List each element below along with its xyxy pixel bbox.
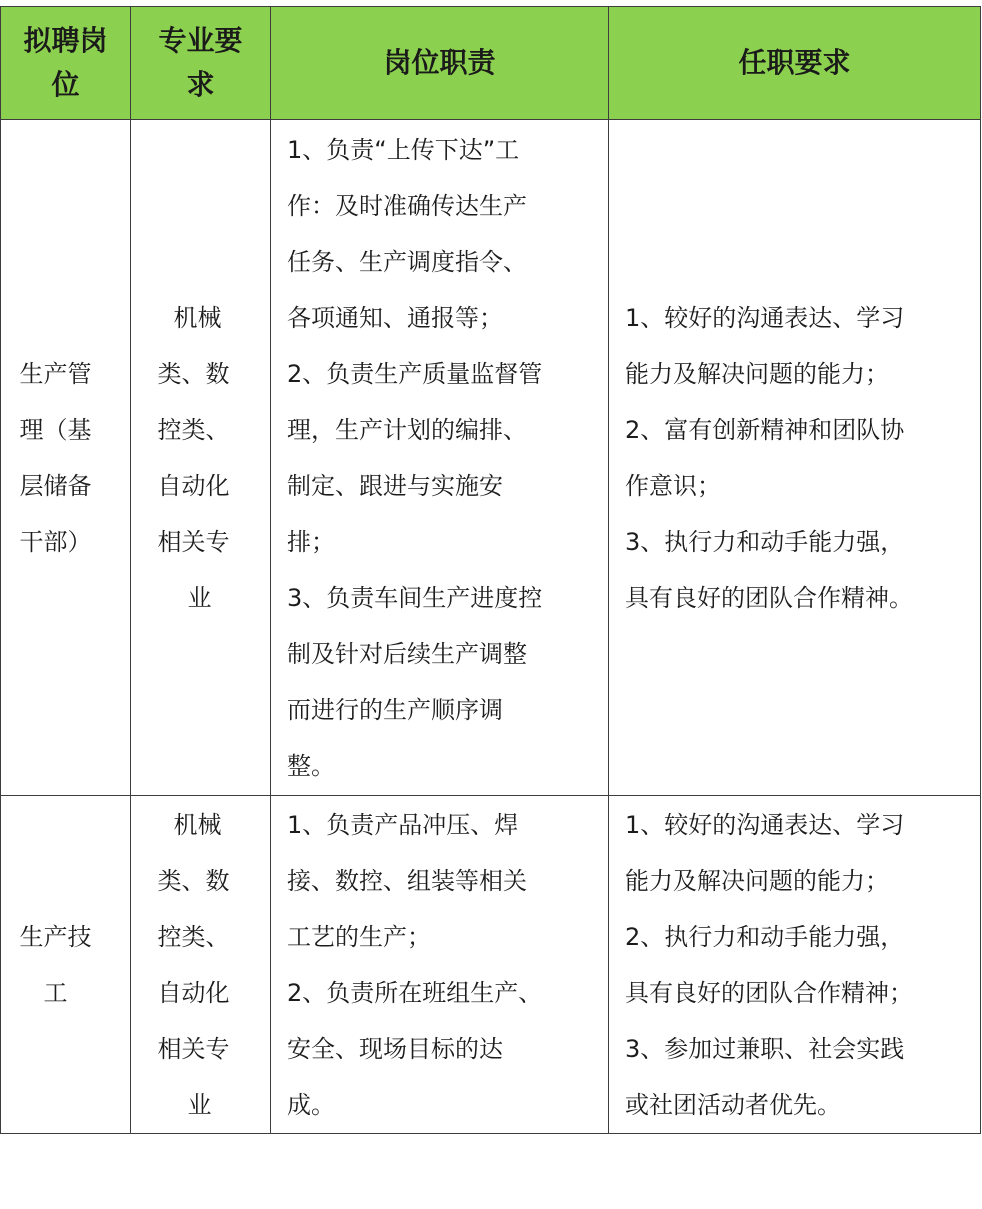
major-line: 自动化	[157, 471, 230, 500]
major-line: 相关专	[157, 1034, 230, 1063]
cell-major	[131, 796, 271, 1134]
duty-line: 1、负责产品冲压、焊	[287, 810, 519, 839]
requirement-line: 具有良好的团队合作精神；	[625, 978, 913, 1007]
cell-position	[1, 796, 131, 1134]
job-table	[0, 6, 981, 1134]
duty-line: 制及针对后续生产调整	[287, 639, 527, 668]
duty-line: 作：及时准确传达生产	[287, 191, 527, 220]
position-line: 工	[43, 978, 68, 1007]
major-line: 相关专	[157, 527, 230, 556]
header-major-line: 求	[186, 68, 215, 101]
major-line: 机械	[173, 303, 222, 332]
duty-line: 制定、跟进与实施安	[287, 471, 503, 500]
cell-position	[1, 120, 131, 796]
duty-line: 各项通知、通报等；	[287, 303, 503, 332]
requirement-line: 作意识；	[625, 471, 721, 500]
duty-line: 工艺的生产；	[287, 922, 431, 951]
table-row	[1, 796, 981, 1134]
header-position-line: 拟聘岗	[23, 24, 108, 57]
requirement-line: 或社团活动者优先。	[625, 1090, 841, 1119]
requirement-line: 1、较好的沟通表达、学习	[625, 303, 905, 332]
cell-duties	[271, 796, 609, 1134]
header-major-line: 专业要	[158, 24, 243, 57]
duty-line: 排；	[287, 527, 335, 556]
position-line: 生产技	[19, 922, 92, 951]
position-line: 生产管	[19, 359, 92, 388]
cell-major	[131, 120, 271, 796]
requirement-line: 2、执行力和动手能力强，	[625, 922, 905, 951]
header-requirements: 任职要求	[609, 7, 981, 120]
duty-line: 整。	[287, 751, 335, 780]
requirement-line: 能力及解决问题的能力；	[625, 866, 889, 895]
duty-line: 任务、生产调度指令、	[287, 247, 527, 276]
requirement-line: 3、执行力和动手能力强，	[625, 527, 905, 556]
duty-line: 3、负责车间生产进度控	[287, 583, 543, 612]
duty-line: 2、负责生产质量监督管	[287, 359, 543, 388]
cell-requirements	[609, 796, 981, 1134]
position-line: 层储备	[19, 471, 92, 500]
cell-requirements	[609, 120, 981, 796]
header-position-line: 位	[51, 68, 80, 101]
requirement-line: 具有良好的团队合作精神。	[625, 583, 913, 612]
table-row	[1, 120, 981, 796]
duty-line: 接、数控、组装等相关	[287, 866, 527, 895]
duty-line: 成。	[287, 1090, 335, 1119]
cell-duties	[271, 120, 609, 796]
major-line: 机械	[173, 810, 222, 839]
header-duties: 岗位职责	[271, 7, 609, 120]
requirement-line: 1、较好的沟通表达、学习	[625, 810, 905, 839]
requirement-line: 能力及解决问题的能力；	[625, 359, 889, 388]
header-row	[1, 7, 981, 120]
duty-line: 安全、现场目标的达	[287, 1034, 503, 1063]
major-line: 业	[187, 583, 212, 612]
major-line: 控类、	[157, 922, 230, 951]
duty-line: 1、负责“上传下达”工	[287, 135, 520, 164]
duty-line: 而进行的生产顺序调	[287, 695, 503, 724]
duty-line: 2、负责所在班组生产、	[287, 978, 543, 1007]
header-position	[1, 7, 131, 120]
duty-line: 理，生产计划的编排、	[287, 415, 527, 444]
position-line: 理（基	[19, 415, 92, 444]
position-line: 干部）	[19, 527, 92, 556]
major-line: 类、数	[157, 866, 230, 895]
major-line: 类、数	[157, 359, 230, 388]
requirement-line: 2、富有创新精神和团队协	[625, 415, 905, 444]
major-line: 业	[187, 1090, 212, 1119]
header-major	[131, 7, 271, 120]
requirement-line: 3、参加过兼职、社会实践	[625, 1034, 905, 1063]
major-line: 自动化	[157, 978, 230, 1007]
major-line: 控类、	[157, 415, 230, 444]
